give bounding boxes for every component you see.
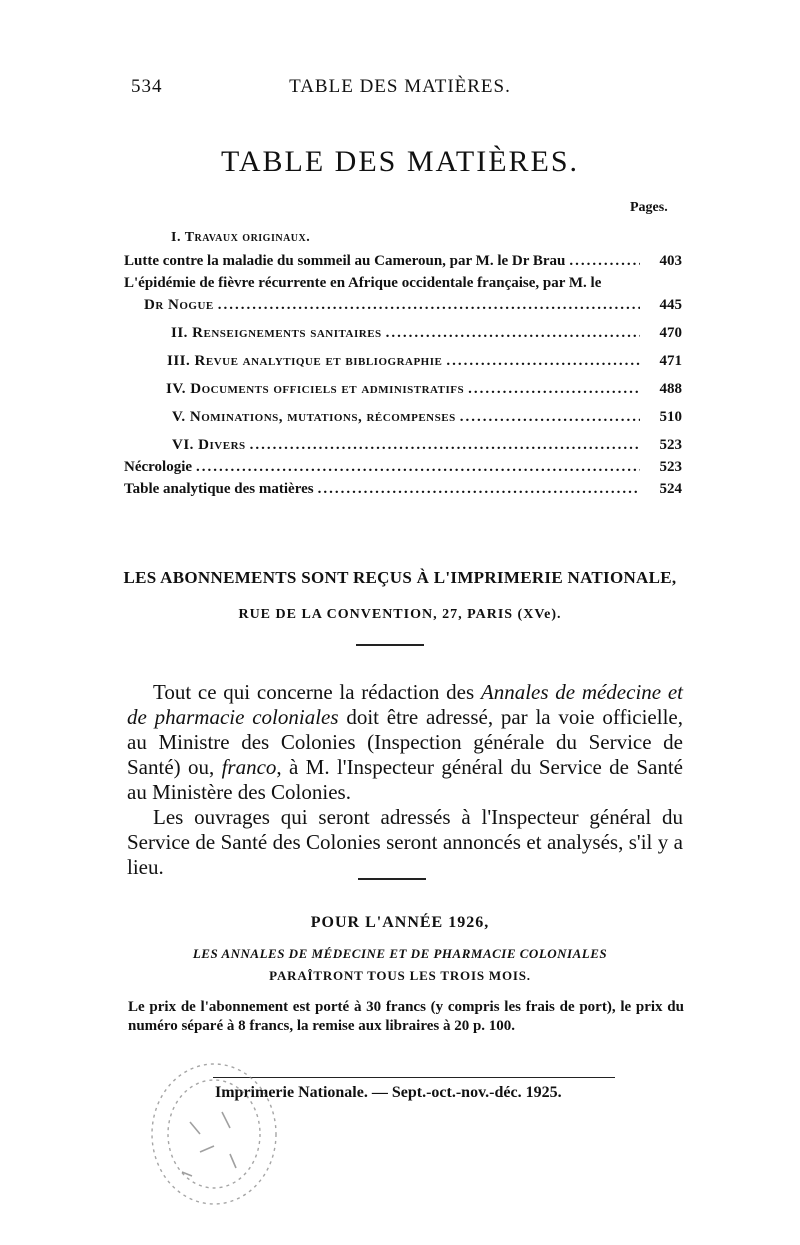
toc-entry [124, 322, 682, 344]
toc-entry-page: 510 [659, 409, 682, 425]
toc-entry-title: VI. Divers [172, 437, 246, 453]
notice-text: doit être adressé, par la voie officielle, au Ministre des Colonies (Inspection générale du Service de Santé) ou, [127, 705, 683, 779]
subscription-heading: LES ABONNEMENTS SONT REÇUS À L'IMPRIMERIE NATIONALE, [123, 568, 677, 587]
toc-entry-title: III. Revue analytique et bibliographie [167, 353, 443, 369]
price-notice: Le prix de l'abonnement est porté à 30 francs (y compris les frais de port), le prix du numéro séparé à 8 francs, la remise aux libraires à 20 p. 100. [128, 999, 684, 1034]
toc-entry [124, 406, 682, 428]
journal-title: Annales de médecine et de pharmacie coloniales [127, 680, 683, 729]
toc-entry-title: L'épidémie de fièvre récurrente en Afrique occidentale française, par M. le [124, 275, 602, 291]
year-notice-frequency: PARAÎTRONT TOUS LES TROIS MOIS. [269, 968, 531, 983]
toc-entry [124, 478, 682, 500]
dot-leader [460, 406, 640, 428]
pages-column-label: Pages. [630, 200, 668, 215]
toc-entry [124, 378, 682, 400]
toc-entry-page: 523 [659, 437, 682, 453]
toc-entry-page: 524 [659, 481, 682, 497]
toc-entry-page: 488 [659, 381, 682, 397]
toc-entry-title: Nécrologie [124, 459, 193, 475]
toc-entry-title: II. Renseignements sanitaires [171, 325, 382, 341]
toc-entry-page: 471 [659, 353, 682, 369]
dot-leader [569, 250, 640, 272]
year-notice-journal: LES ANNALES DE MÉDECINE ET DE PHARMACIE COLONIALES [192, 946, 608, 961]
dot-leader [218, 294, 640, 316]
dot-leader [196, 456, 640, 478]
divider-rule [358, 878, 426, 880]
toc-list [124, 250, 682, 500]
toc-entry-page: 470 [659, 325, 682, 341]
toc-entry-title: Dr Nogue [144, 297, 214, 313]
toc-entry-title: Table analytique des matières [124, 481, 314, 497]
dot-leader [468, 378, 640, 400]
toc-entry-title: IV. Documents officiels et administratifs [166, 381, 465, 397]
page-number: 534 [131, 76, 163, 97]
toc-entry-page: 445 [659, 297, 682, 313]
subscription-address: RUE DE LA CONVENTION, 27, PARIS (XVe). [238, 607, 562, 622]
toc-entry [124, 456, 682, 478]
franco-word: franco [221, 755, 277, 779]
toc-entry-page: 523 [659, 459, 682, 475]
running-head [0, 76, 800, 100]
printer-footer: Imprimerie Nationale. — Sept.-oct.-nov.-déc. 1925. [215, 1084, 562, 1101]
notice-text: , à M. l'Inspecteur général du Service de Santé au Ministère des Colonies. [127, 755, 683, 804]
running-title: TABLE DES MATIÈRES. [289, 76, 511, 97]
library-stamp-icon [130, 1042, 298, 1220]
notice-text: Tout ce qui concerne la rédaction des [153, 680, 481, 704]
year-notice-line: POUR L'ANNÉE 1926, [310, 914, 490, 931]
dot-leader [318, 478, 640, 500]
toc-entry [124, 434, 682, 456]
toc-entry [124, 272, 682, 294]
toc-entry-title: V. Nominations, mutations, récompenses [172, 409, 456, 425]
toc-entry [124, 250, 682, 272]
dot-leader [250, 434, 640, 456]
page-title: TABLE DES MATIÈRES. [220, 145, 580, 178]
toc-entry-page: 403 [659, 253, 682, 269]
divider-rule [356, 644, 424, 646]
dot-leader [446, 350, 640, 372]
section-heading-original-works: I. Travaux originaux. [171, 230, 311, 245]
toc-entry-title: Lutte contre la maladie du sommeil au Cameroun, par M. le Dr Brau [124, 253, 566, 269]
toc-entry [124, 350, 682, 372]
dot-leader [386, 322, 640, 344]
toc-entry [124, 294, 682, 316]
reviews-notice-paragraph: Les ouvrages qui seront adressés à l'Inspecteur général du Service de Santé des Colonies seront annoncés et analysés, s'il y a lieu. [127, 805, 683, 879]
editorial-notice-paragraph [127, 680, 683, 805]
